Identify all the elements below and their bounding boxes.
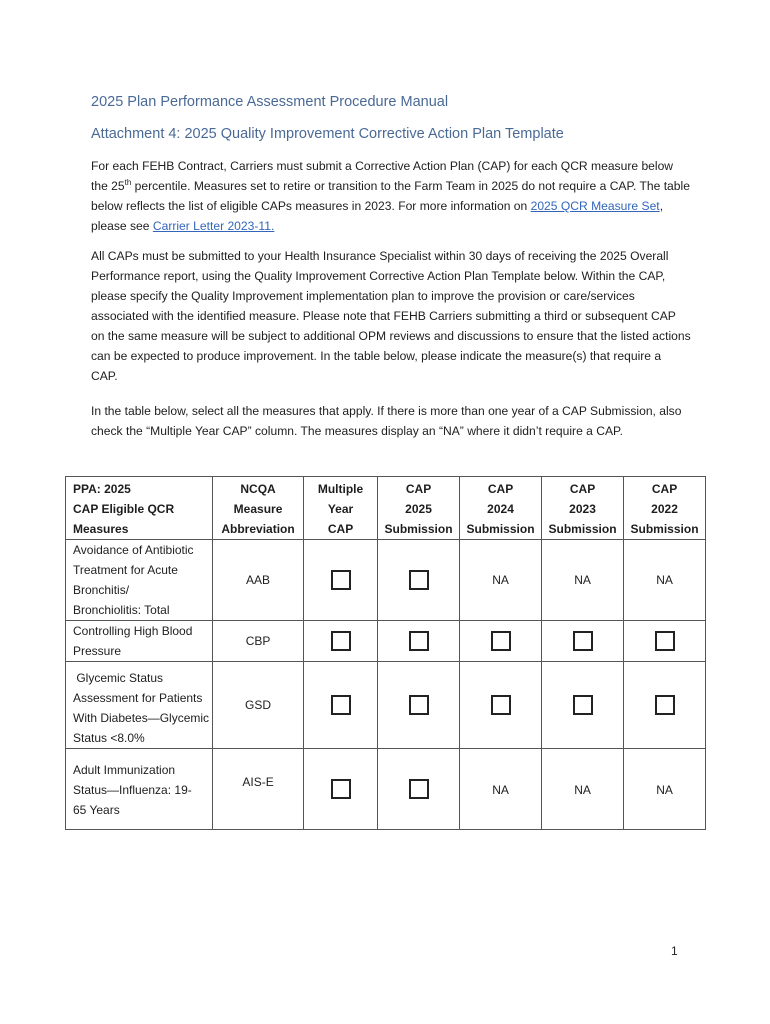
multiple-year-cap-checkbox[interactable]: [331, 695, 351, 715]
header-cap-2023: [542, 477, 624, 540]
cap-2022-cell: [624, 662, 706, 749]
measure-name-line: Status—Influenza: 19-: [73, 783, 192, 797]
cap-2025-cell: [378, 749, 460, 830]
multiple-year-cap-checkbox[interactable]: [331, 631, 351, 651]
cap-2025-cell: [378, 540, 460, 621]
header-line: Submission: [384, 522, 453, 536]
header-measures: [66, 477, 213, 540]
measure-name-cell: [66, 540, 213, 621]
abbreviation-cell: CBP: [213, 621, 304, 662]
cap-2024-cell: [460, 662, 542, 749]
header-line: Multiple: [317, 482, 364, 496]
table-row: [66, 749, 706, 830]
header-line: Measure: [233, 502, 283, 516]
measure-name-cell: [66, 749, 213, 830]
measure-name-line: Adult Immunization: [73, 763, 176, 777]
na-label: NA: [574, 783, 591, 797]
header-line: 2025: [405, 502, 432, 516]
cap-2025-checkbox[interactable]: [409, 631, 429, 651]
abbreviation-cell: GSD: [213, 662, 304, 749]
table-header-row: [66, 477, 706, 540]
header-cap-2024: [460, 477, 542, 540]
measure-name-line: Controlling High Blood: [73, 624, 193, 638]
cap-2024-cell: [460, 540, 542, 621]
intro-text-1: For each FEHB Contract, Carriers must submit a Corrective Action Plan (CAP) for each QCR measure below the 25: [91, 159, 674, 193]
cap-2023-cell: [542, 749, 624, 830]
header-cap-2025: [378, 477, 460, 540]
measure-name-line: Bronchiolitis: Total: [73, 603, 170, 617]
header-cap-2022: [624, 477, 706, 540]
multiple-year-cap-checkbox[interactable]: [331, 570, 351, 590]
na-label: NA: [656, 783, 673, 797]
superscript-th: th: [124, 177, 132, 187]
measure-name-line: With Diabetes—Glycemic: [73, 711, 210, 725]
multiple-year-cap-cell: [304, 621, 378, 662]
cap-2022-cell: [624, 540, 706, 621]
cap-2023-checkbox[interactable]: [573, 695, 593, 715]
cap-2024-checkbox[interactable]: [491, 695, 511, 715]
cap-2024-checkbox[interactable]: [491, 631, 511, 651]
intro-text-3: , please see: [91, 199, 664, 233]
cap-2025-checkbox[interactable]: [409, 695, 429, 715]
multiple-year-cap-cell: [304, 749, 378, 830]
header-multiple-year-cap: [304, 477, 378, 540]
header-line: 2023: [569, 502, 596, 516]
header-line: Submission: [548, 522, 617, 536]
cap-2025-checkbox[interactable]: [409, 570, 429, 590]
measure-name-line: Treatment for Acute: [73, 563, 178, 577]
measure-name-line: Assessment for Patients: [73, 691, 203, 705]
qcr-measure-set-link[interactable]: 2025 QCR Measure Set: [530, 199, 660, 213]
table-row: [66, 540, 706, 621]
table-row: [66, 621, 706, 662]
header-line: PPA: 2025: [73, 482, 131, 496]
header-line: CAP Eligible QCR: [73, 502, 175, 516]
manual-title: 2025 Plan Performance Assessment Procedure Manual: [91, 94, 449, 110]
cap-2025-checkbox[interactable]: [409, 779, 429, 799]
measure-name-line: Avoidance of Antibiotic: [73, 543, 194, 557]
multiple-year-cap-cell: [304, 540, 378, 621]
cap-2022-cell: [624, 749, 706, 830]
na-label: NA: [656, 573, 673, 587]
intro-paragraph: [91, 156, 691, 236]
table-instructions-paragraph: In the table below, select all the measures that apply. If there is more than one year of a CAP Submission, also check the “Multiple Year CAP” column. The measures display an “NA” where it didn’t require a CAP.: [91, 404, 682, 438]
multiple-year-cap-cell: [304, 662, 378, 749]
na-label: NA: [492, 783, 509, 797]
header-line: 2024: [487, 502, 514, 516]
abbreviation-cell: AIS-E: [213, 749, 304, 830]
cap-2022-cell: [624, 621, 706, 662]
abbreviation-cell: AAB: [213, 540, 304, 621]
cap-2023-cell: [542, 621, 624, 662]
header-line: CAP: [651, 482, 678, 496]
submission-paragraph: All CAPs must be submitted to your Health Insurance Specialist within 30 days of receiving the 2025 Overall Performance report, using the Quality Improvement Corrective Action Plan Template below. Within the CAP, please specify the Quality Improvement implementation plan to improve the provision or care/services associated with the identified measure. Please note that FEHB Carriers submitting a third or subsequent CAP on the same measure will be subject to additional OPM reviews and discussions to ensure that the listed actions can be expected to produce improvement. In the table below, please indicate the measure(s) that require a CAP.: [91, 249, 691, 383]
measure-name-line: Bronchitis/: [73, 583, 130, 597]
header-line: CAP: [487, 482, 514, 496]
cap-2023-cell: [542, 662, 624, 749]
table-row: [66, 662, 706, 749]
cap-2022-checkbox[interactable]: [655, 631, 675, 651]
header-line: 2022: [651, 502, 678, 516]
page-number: 1: [671, 944, 678, 958]
cap-2024-cell: [460, 749, 542, 830]
header-line: Year: [327, 502, 354, 516]
cap-measures-table: [65, 476, 706, 830]
attachment-title: Attachment 4: 2025 Quality Improvement Corrective Action Plan Template: [91, 126, 564, 142]
carrier-letter-link[interactable]: Carrier Letter 2023-11.: [152, 219, 275, 233]
header-line: CAP: [327, 522, 354, 536]
na-label: NA: [492, 573, 509, 587]
multiple-year-cap-checkbox[interactable]: [331, 779, 351, 799]
header-line: Submission: [466, 522, 535, 536]
header-line: Submission: [630, 522, 699, 536]
cap-2025-cell: [378, 621, 460, 662]
header-line: Measures: [73, 522, 129, 536]
measure-name-cell: [66, 621, 213, 662]
measure-name-line: Glycemic Status: [73, 671, 164, 685]
measure-name-line: Pressure: [73, 644, 122, 658]
measure-name-line: Status <8.0%: [73, 731, 145, 745]
header-abbreviation: [213, 477, 304, 540]
header-line: CAP: [405, 482, 432, 496]
header-line: Abbreviation: [221, 522, 295, 536]
header-line: NCQA: [240, 482, 276, 496]
cap-2023-checkbox[interactable]: [573, 631, 593, 651]
header-line: CAP: [569, 482, 596, 496]
measure-name-line: 65 Years: [73, 803, 120, 817]
na-label: NA: [574, 573, 591, 587]
measure-name-cell: [66, 662, 213, 749]
cap-2023-cell: [542, 540, 624, 621]
cap-2024-cell: [460, 621, 542, 662]
intro-text-2: percentile. Measures set to retire or transition to the Farm Team in 2025 do not require a CAP. The table below reflects the list of eligible CAPs measures in 2023. For more information on: [91, 179, 690, 213]
cap-2022-checkbox[interactable]: [655, 695, 675, 715]
cap-2025-cell: [378, 662, 460, 749]
